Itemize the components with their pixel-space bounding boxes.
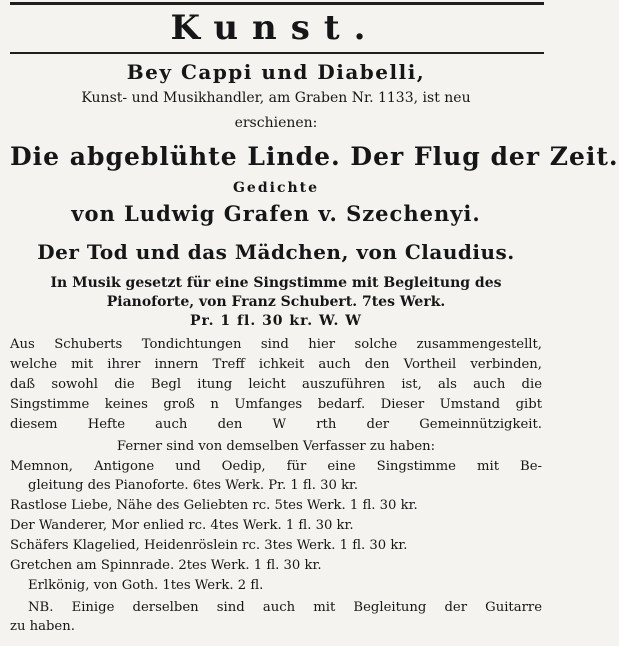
author-line: von Ludwig Grafen v. Szechenyi. [71, 201, 481, 226]
music-note-line-2: Pianoforte, von Franz Schubert. 7tes Werk. [106, 294, 446, 310]
also-available-heading: Ferner sind von demselben Verfasser zu haben: [116, 439, 436, 454]
body-text-line: Singstimme keines groß n Umfanges bedarf. Dieser Umstand gibt [10, 397, 542, 412]
body-text-line: daß sowohl die Begl itung leicht auszuführen ist, als auch die [10, 377, 542, 392]
heading-rule [10, 52, 544, 54]
title-second: Der Tod und das Mädchen, von Claudius. [37, 240, 515, 264]
publisher-status: erschienen: [234, 115, 318, 131]
publisher-name: Bey Cappi und Diabelli, [126, 60, 426, 84]
work-list-item: Erlkönig, von Goth. 1tes Werk. 2 fl. [28, 578, 264, 593]
work-list-item: Memnon, Antigone und Oedip, für eine Singstimme mit Be- [10, 459, 542, 474]
price-line: Pr. 1 fl. 30 kr. W. W [190, 313, 362, 329]
work-list-item: Gretchen am Spinnrade. 2tes Werk. 1 fl. 30 kr. [10, 558, 322, 573]
nota-bene-line-1: NB. Einige derselben sind auch mit Begleitung der Guitarre [28, 600, 542, 615]
work-list-item: Rastlose Liebe, Nähe des Geliebten rc. 5tes Werk. 1 fl. 30 kr. [10, 498, 418, 513]
top-rule [10, 2, 544, 5]
work-list-item: gleitung des Pianoforte. 6tes Werk. Pr. 1 fl. 30 kr. [28, 478, 359, 493]
publisher-address: Kunst- und Musikhandler, am Graben Nr. 1133, ist neu [81, 90, 471, 106]
work-list-item: Der Wanderer, Mor enlied rc. 4tes Werk. 1 fl. 30 kr. [10, 518, 354, 533]
body-text-line: diesem Hefte auch den W rth der Gemeinnützigkeit. [10, 417, 542, 432]
subtitle-gedichte: Gedichte [232, 180, 320, 196]
nota-bene-line-2: zu haben. [10, 619, 75, 634]
work-list-item: Schäfers Klagelied, Heidenröslein rc. 3tes Werk. 1 fl. 30 kr. [10, 538, 408, 553]
body-text-line: Aus Schuberts Tondichtungen sind hier solche zusammengestellt, [10, 337, 542, 352]
title-main: Die abgeblühte Linde. Der Flug der Zeit. [10, 142, 619, 171]
body-text-line: welche mit ihrer innern Treff ichkeit auch den Vortheil verbinden, [10, 357, 542, 372]
section-heading: Kunst. [170, 8, 380, 48]
music-note-line-1: In Musik gesetzt für eine Singstimme mit Begleitung des [50, 275, 502, 291]
